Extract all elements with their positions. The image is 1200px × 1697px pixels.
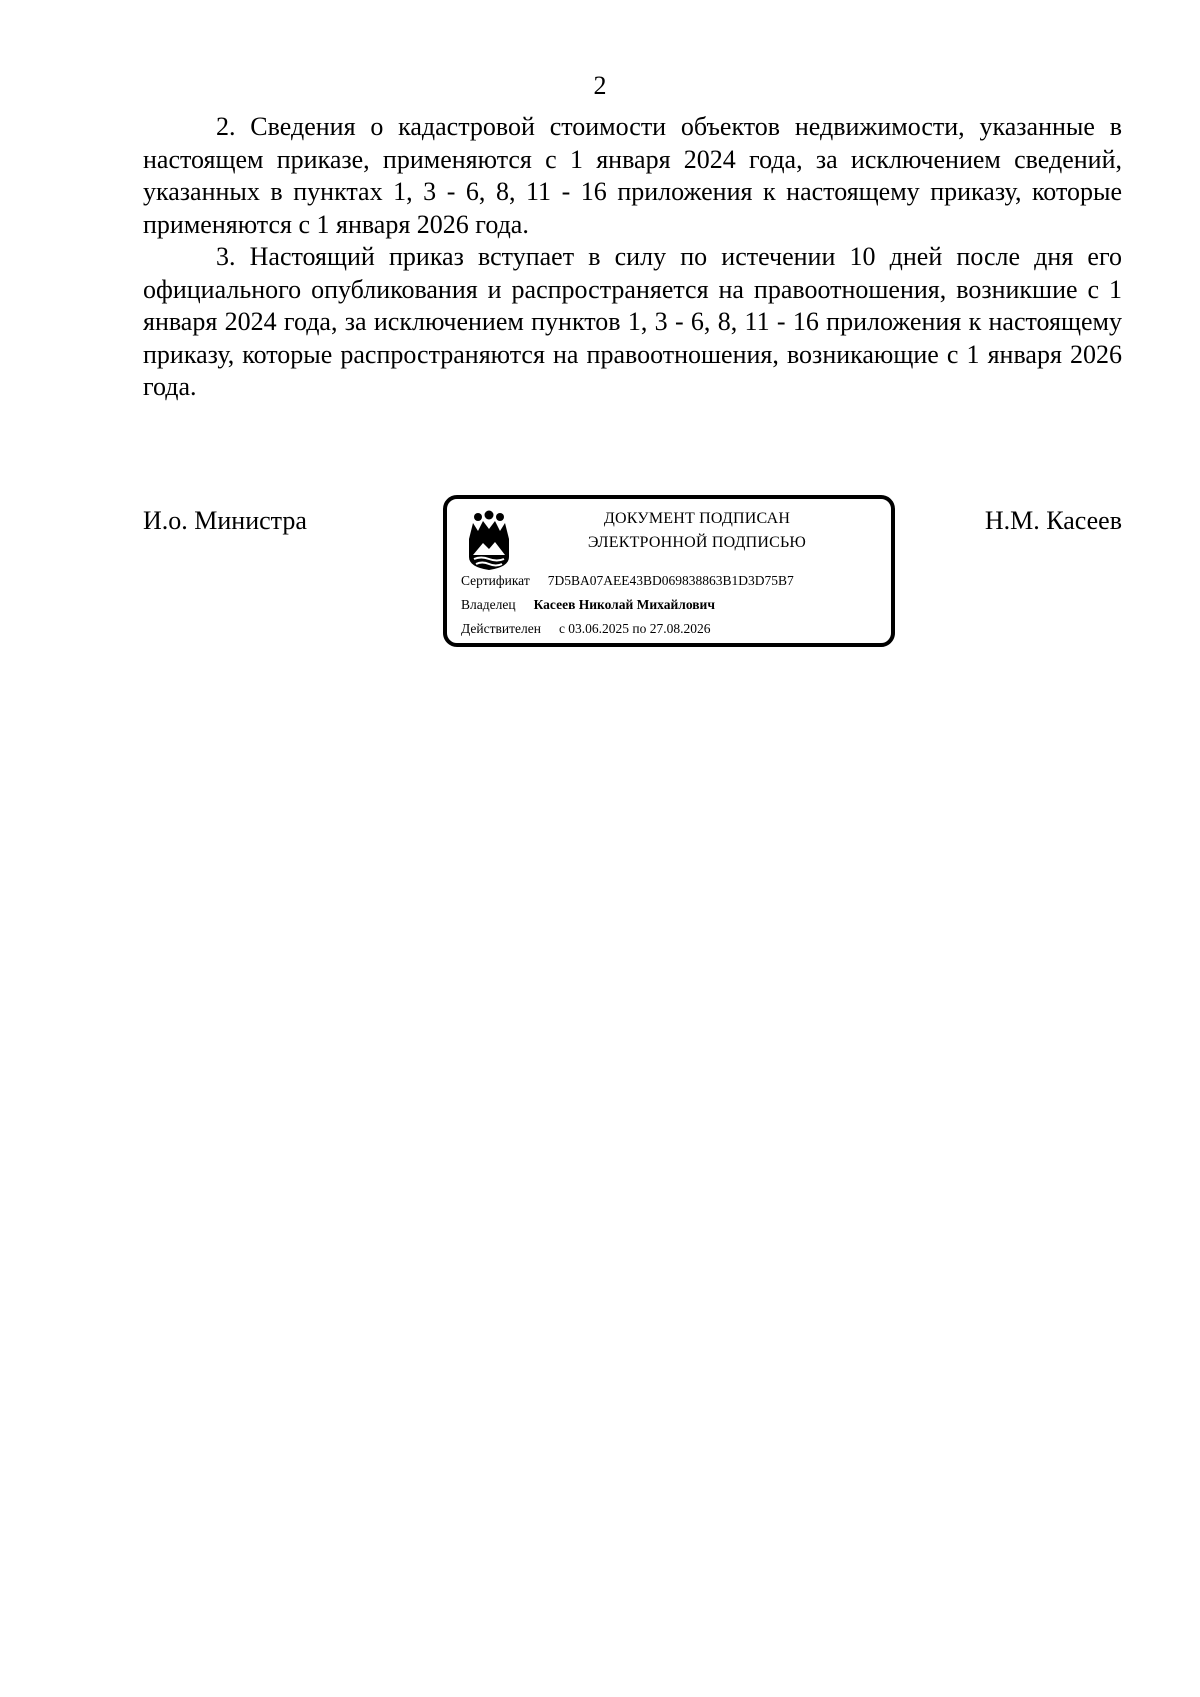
signatory-title: И.о. Министра [143,506,307,535]
signature-block [143,505,1122,665]
owner-label: Владелец [461,597,516,612]
document-body [143,111,1122,404]
stamp-certificate-row [461,572,794,590]
stamp-header-line-1: ДОКУМЕНТ ПОДПИСАН [603,510,791,527]
paragraph-3: 3. Настоящий приказ вступает в силу по истечении 10 дней после дня его официального опубликования и распространяется на правоотношения, возникшие с 1 января 2024 года, за исключением пунктов 1, 3 - 6, 8, 11 - 16 приложения к настоящему приказу, которые распространяются на правоотношения, возникающие с 1 января 2026 года. [143,242,1122,401]
validity-label: Действителен [461,621,541,636]
regional-coat-of-arms-icon [463,509,515,571]
stamp-header [527,507,867,555]
stamp-validity-row [461,620,711,638]
page-number: 2 [593,71,607,100]
validity-value: с 03.06.2025 по 27.08.2026 [558,621,711,636]
signatory-name: Н.М. Касеев [984,506,1122,535]
certificate-value: 7D5BA07AEE43BD069838863B1D3D75B7 [547,573,794,588]
stamp-owner-row [461,596,715,614]
owner-value: Касеев Николай Михайлович [533,597,715,612]
stamp-header-line-2: ЭЛЕКТРОННОЙ ПОДПИСЬЮ [587,534,807,551]
certificate-label: Сертификат [461,573,530,588]
paragraph-2: 2. Сведения о кадастровой стоимости объектов недвижимости, указанные в настоящем приказе, применяются с 1 января 2024 года, за исключением сведений, указанных в пунктах 1, 3 - 6, 8, 11 - 16 приложения к настоящему приказу, которые применяются с 1 января 2026 года. [143,112,1122,239]
electronic-signature-stamp [443,495,895,647]
